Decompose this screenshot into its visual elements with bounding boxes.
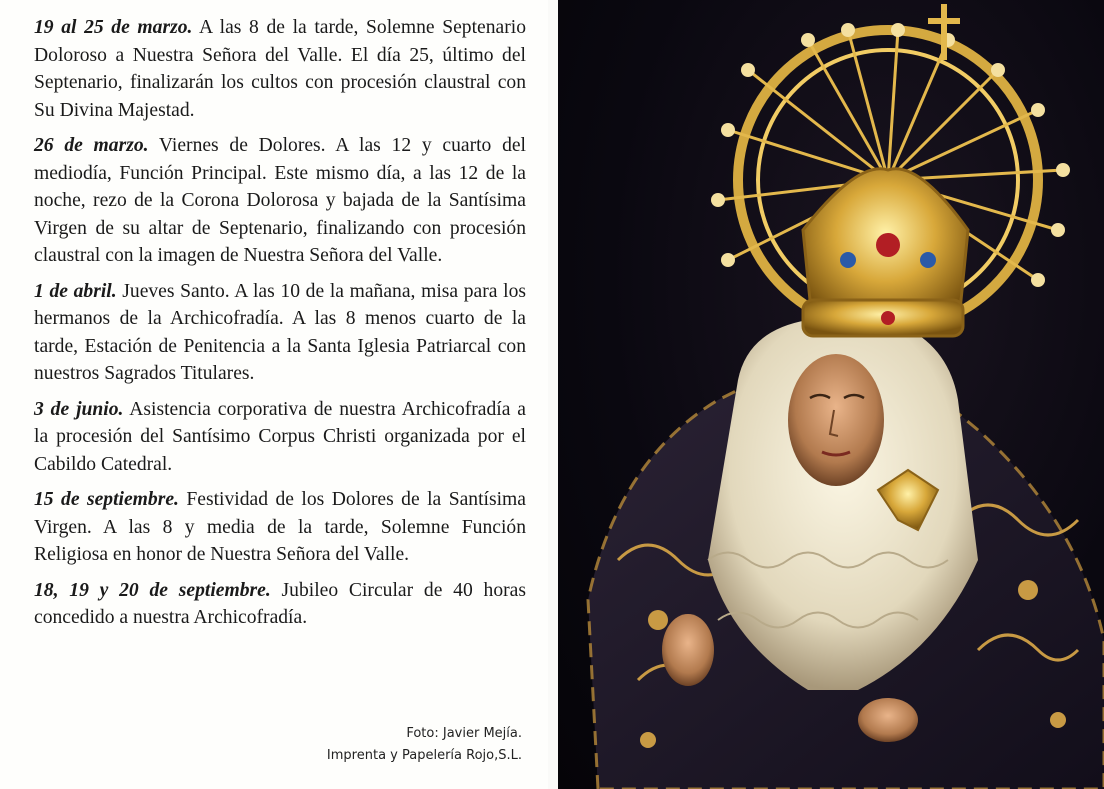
credits-block bbox=[327, 723, 522, 767]
entry-date: 19 al 25 de marzo. bbox=[34, 17, 193, 38]
schedule-entry bbox=[34, 278, 526, 388]
schedule-entry bbox=[34, 577, 526, 632]
face bbox=[788, 354, 884, 486]
schedule-text-panel bbox=[0, 0, 548, 789]
crown bbox=[803, 169, 968, 336]
schedule-entry bbox=[34, 14, 526, 124]
entry-text: Jubileo Circular de 40 horas concedido a nuestra Archicofradía. bbox=[34, 579, 526, 628]
schedule-entry bbox=[34, 132, 526, 270]
entry-text: Festividad de los Dolores de la Santísima Virgen. A las 8 y media de la tarde, Solemne Función Religiosa en honor de Nuestra Señora del Valle. bbox=[34, 489, 526, 565]
schedule-entry bbox=[34, 396, 526, 479]
printer-credit: Imprenta y Papelería Rojo,S.L. bbox=[326, 748, 522, 763]
page-divider bbox=[548, 0, 558, 789]
photo-credit: Foto: Javier Mejía. bbox=[406, 726, 522, 741]
entry-date: 1 de abril. bbox=[34, 280, 117, 302]
virgin-photo bbox=[558, 0, 1104, 789]
entry-text: Jueves Santo. A las 10 de la mañana, misa para los hermanos de la Archicofradía. A las 8 menos cuarto de la tarde, Estación de Penitencia a la Santa Iglesia Patriarcal con nuestros Sagrados Titulares. bbox=[34, 280, 526, 384]
entry-text: A las 8 de la tarde, Solemne Septenario Doloroso a Nuestra Señora del Valle. El día 25, último del Septenario, finalizarán los cultos con procesión claustral con Su Divina Majestad. bbox=[34, 17, 526, 121]
entry-date: 3 de junio. bbox=[34, 398, 124, 420]
entry-text: Asistencia corporativa de nuestra Archicofradía a la procesión del Santísimo Corpus Christi organizada por el Cabildo Catedral. bbox=[34, 398, 527, 475]
entry-date: 18, 19 y 20 de septiembre. bbox=[34, 579, 271, 601]
entry-text: Viernes de Dolores. A las 12 y cuarto del mediodía, Función Principal. Este mismo día, a las 12 de la noche, rezo de la Corona Dolorosa y bajada de la Santísima Virgen de su altar de Septenario, finalizando con procesión claustral con la imagen de Nuestra Señora del Valle. bbox=[34, 135, 527, 266]
schedule-entry bbox=[34, 486, 526, 569]
entry-date: 26 de marzo. bbox=[34, 135, 149, 156]
entry-date: 15 de septiembre. bbox=[34, 489, 179, 510]
